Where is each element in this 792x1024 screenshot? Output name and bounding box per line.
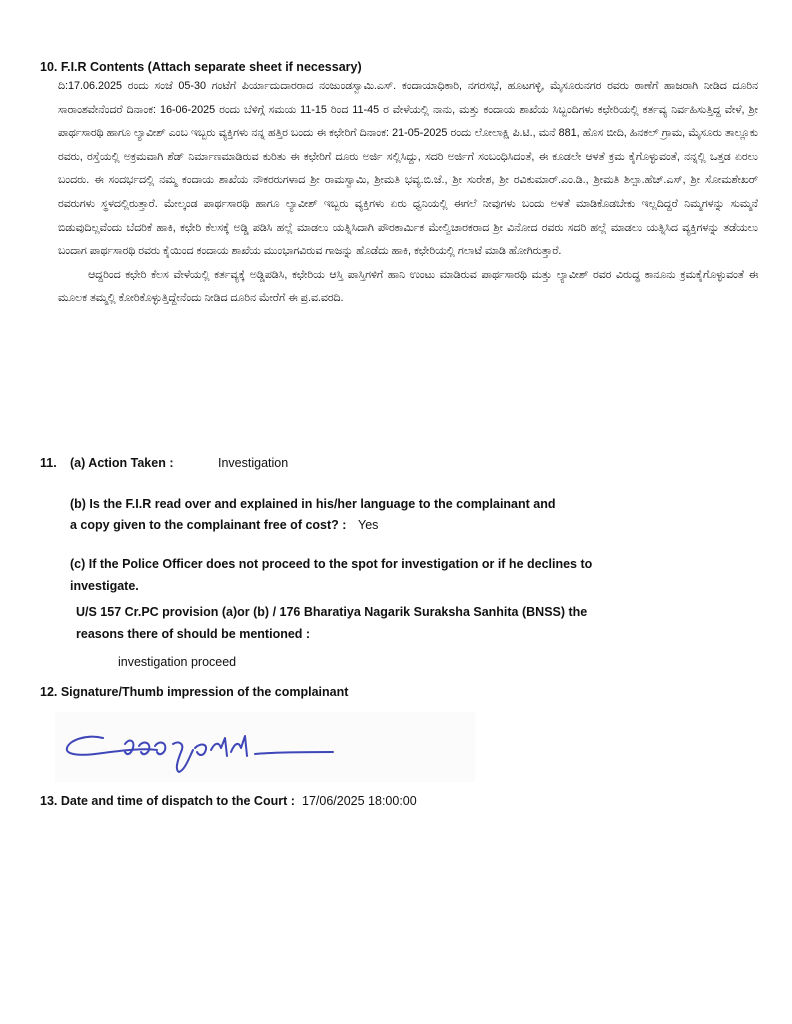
signature-box xyxy=(55,712,475,782)
section-10-heading: 10. F.I.R Contents (Attach separate sheet if necessary) xyxy=(40,60,362,74)
section-13-label: 13. Date and time of dispatch to the Court : xyxy=(40,794,295,808)
fir-contents-body xyxy=(58,75,758,311)
fir-read-over-question-line-2: a copy given to the complainant free of cost? : xyxy=(70,518,347,532)
officer-declines-line-4: reasons there of should be mentioned : xyxy=(76,627,311,641)
officer-declines-value: investigation proceed xyxy=(118,655,237,669)
officer-declines-line-1: (c) If the Police Officer does not proceed to the spot for investigation or if he declines to xyxy=(70,557,593,571)
fir-contents-paragraph-2: ಆದ್ದರಿಂದ ಕಛೇರಿ ಕೆಲಸ ವೇಳೆಯಲ್ಲಿ ಕರ್ತವ್ಯಕ್ಕೆ ಅಡ್ಡಿಪಡಿಸಿ, ಕಛೇರಿಯ ಆಸ್ತಿ ಪಾಸ್ತಿಗಳಿಗೆ ಹಾನಿ ಉಂಟು ಮಾಡಿರುವ ಪಾರ್ಥಸಾರಥಿ ಮತ್ತು ಲ್ಯಾವೀಶ್ ರವರ ವಿರುದ್ಧ ಕಾನೂನು ಕ್ರಮಕೈಗೊಳ್ಳುವಂತೆ ಈ ಮೂಲಕ ತಮ್ಮಲ್ಲಿ ಕೋರಿಕೊಳ್ಳುತ್ತಿದ್ದೇನೆಂದು ನೀಡಿದ ದೂರಿನ ಮೇರೆಗೆ ಈ ಪ್ರ.ವ.ವರದಿ. xyxy=(58,268,758,305)
section-11-number: 11. xyxy=(40,456,57,470)
dispatch-datetime-value: 17/06/2025 18:00:00 xyxy=(302,794,417,808)
action-taken-value: Investigation xyxy=(218,456,289,470)
section-12-heading: 12. Signature/Thumb impression of the complainant xyxy=(40,685,349,699)
action-taken-label: (a) Action Taken : xyxy=(70,456,174,470)
fir-contents-paragraph-1: ದಿ:17.06.2025 ರಂದು ಸಂಜೆ 05-30 ಗಂಟೆಗೆ ಪಿರ್ಯಾದುದಾರರಾದ ನಂಜುಂಡಸ್ವಾಮಿ.ಎಸ್. ಕಂದಾಯಾಧಿಕಾರಿ, ನಗರಸಭೆ, ಹೂಟಗಳ್ಳಿ, ಮೈಸೂರುನಗರ ರವರು ಠಾಣೆಗೆ ಹಾಜರಾಗಿ ನೀಡಿದ ದೂರಿನ ಸಾರಾಂಶವೇನೆಂದರೆ ದಿನಾಂಕ: 16-06-2025 ರಂದು ಬೆಳಿಗ್ಗೆ ಸಮಯ 11-15 ರಿಂದ 11-45 ರ ವೇಳೆಯಲ್ಲಿ ನಾನು, ಮತ್ತು ಕಂದಾಯ ಶಾಖೆಯ ಸಿಬ್ಬಂದಿಗಳು ಕಛೇರಿಯಲ್ಲಿ ಕರ್ತವ್ಯ ನಿರ್ವಹಿಸುತ್ತಿದ್ದ ವೇಳೆ, ಶ್ರೀ ಪಾರ್ಥಸಾರಥಿ ಹಾಗೂ ಲ್ಯಾವೀಶ್ ಎಂಬ ಇಬ್ಬರು ವ್ಯಕ್ತಿಗಳು ನನ್ನ ಹತ್ತಿರ ಬಂದು ಈ ಕಛೇರಿಗೆ ದಿನಾಂಕ: 21-05-2025 ರಂದು ಲೋಲಾಕ್ಷಿ ಪಿ.ಟಿ., ಮನೆ 881, ಹೊಸ ಬೀದಿ, ಹಿನಕಲ್ ಗ್ರಾಮ, ಮೈಸೂರು ತಾಲ್ಲೂಕು ರವರು, ರಸ್ತೆಯಲ್ಲಿ ಅಕ್ರಮವಾಗಿ ಶೆಡ್ ನಿರ್ಮಾಣಮಾಡಿರುವ ಕುರಿತು ಈ ಕಛೇರಿಗೆ ದೂರು ಅರ್ಜಿ ಸಲ್ಲಿಸಿದ್ದು, ಸದರಿ ಅರ್ಜಿಗೆ ಸಂಬಂಧಿಸಿದಂತೆ, ಈ ಕೂಡಲೇ ಆಳತೆ ಕ್ರಮ ಕೈಗೊಳ್ಳುವಂತೆ, ನನ್ನಲ್ಲಿ ಒತ್ತಡ ಏರಲು ಬಂದರು. ಈ ಸಂದರ್ಭದಲ್ಲಿ ನಮ್ಮ ಕಂದಾಯ ಶಾಖೆಯ ನೌಕರರುಗಳಾದ ಶ್ರೀ ರಾಮಸ್ವಾಮಿ, ಶ್ರೀಮತಿ ಭವ್ಯ.ಬಿ.ಜೆ., ಶ್ರೀ ಸುರೇಶ, ಶ್ರೀ ರವಿಕುಮಾರ್.ಎಂ.ಡಿ., ಶ್ರೀಮತಿ ಶಿಲ್ಪಾ.ಹೆಚ್.ಎಸ್, ಶ್ರೀ ಸೋಮಶೇಖರ್ ರವರುಗಳು ಸ್ಥಳದಲ್ಲಿರುತ್ತಾರೆ. ಮೇಲ್ಕಂಡ ಪಾರ್ಥಸಾರಥಿ ಹಾಗೂ ಲ್ಯಾವೀಶ್ ಇಬ್ಬರು ವ್ಯಕ್ತಿಗಳು ಏರು ಧ್ವನಿಯಲ್ಲಿ ಈಗಲೆ ನೀವುಗಳು ಬಂದು ಅಳತೆ ಮಾಡಿಕೊಡಬೇಕು ಇಲ್ಲದಿದ್ದರೆ ನಿಮ್ಮಗಳನ್ನು ಸುಮ್ಮನೆ ಬಿಡುವುದಿಲ್ಲವೆಂದು ಬೆದರಿಕೆ ಹಾಕಿ, ಕಛೇರಿ ಕೆಲಸಕ್ಕೆ ಅಡ್ಡಿ ಪಡಿಸಿ ಹಲ್ಲೆ ಮಾಡಲು ಯತ್ನಿಸಿದಾಗಿ ಪೌರಕಾರ್ಮಿಕ ಮೇಲ್ವಿಚಾರಕರಾದ ಶ್ರೀ ವಿನೋದ ರವರು ಸದರಿ ಹಲ್ಲೆ ಮಾಡಲು ಯತ್ನಿಸಿದ ವ್ಯಕ್ತಿಗಳನ್ನು ತಡೆಯಲು ಬಂದಾಗ ಪಾರ್ಥಸಾರಥಿ ರವರು ಕೈಯಿಂದ ಕಂದಾಯ ಶಾಖೆಯ ಮುಂಭಾಗವಿರುವ ಗಾಜನ್ನು ಹೊಡೆದು ಹಾಕಿ, ಕಛೇರಿಯಲ್ಲಿ ಗಲಾಟೆ ಮಾಡಿ ಹೋಗಿರುತ್ತಾರೆ. xyxy=(58,80,758,258)
officer-declines-line-3: U/S 157 Cr.PC provision (a)or (b) / 176 Bharatiya Nagarik Suraksha Sanhita (BNSS) the xyxy=(76,605,588,619)
fir-read-over-value: Yes xyxy=(358,518,379,532)
officer-declines-line-2: investigate. xyxy=(70,579,139,593)
complainant-signature-image xyxy=(55,712,475,782)
fir-read-over-question-line-1: (b) Is the F.I.R read over and explained in his/her language to the complainant and xyxy=(70,497,556,511)
